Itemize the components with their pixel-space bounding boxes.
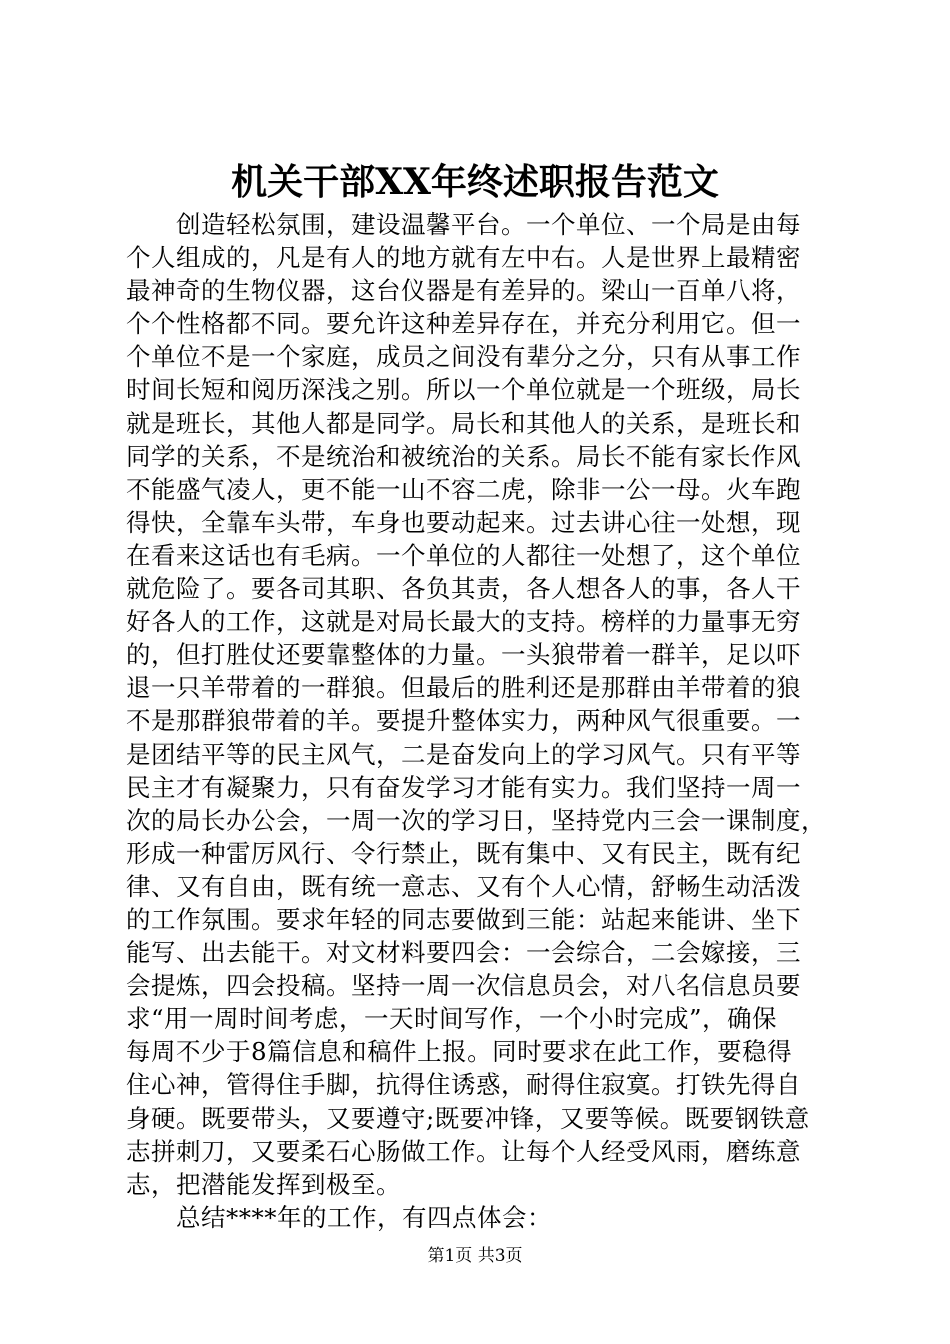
body-line: 每周不少于8篇信息和稿件上报。同时要求在此工作，要稳得	[126, 1037, 793, 1067]
page-footer: 第1页 共3页	[427, 1246, 523, 1266]
body-line: 创造轻松氛围，建设温馨平台。一个单位、一个局是由每	[126, 210, 801, 239]
body-line: 个单位不是一个家庭，成员之间没有辈分之分，只有从事工作	[126, 342, 801, 372]
body-line: 会提炼，四会投稿。坚持一周一次信息员会，对八名信息员要	[126, 971, 801, 1001]
body-line: 得快，全靠车头带，车身也要动起来。过去讲心往一处想，现	[126, 507, 801, 537]
body-line: 的工作氛围。要求年轻的同志要做到三能：站起来能讲、坐下	[126, 904, 801, 934]
body-line: 律、又有自由，既有统一意志、又有个人心情，舒畅生动活泼	[126, 871, 801, 901]
body-line: 住心神，管得住手脚，抗得住诱惑，耐得住寂寞。打铁先得自	[126, 1070, 801, 1100]
body-line: 就是班长，其他人都是同学。局长和其他人的关系，是班长和	[126, 408, 801, 438]
body-line: 形成一种雷厉风行、令行禁止，既有集中、又有民主，既有纪	[126, 838, 801, 868]
document-body	[126, 208, 836, 1234]
body-line: 不是那群狼带着的羊。要提升整体实力，两种风气很重要。一	[126, 706, 801, 736]
body-line: 次的局长办公会，一周一次的学习日，坚持党内三会一课制度，	[126, 805, 826, 835]
body-line: 的，但打胜仗还要靠整体的力量。一头狼带着一群羊，足以吓	[126, 640, 801, 670]
body-line: 时间长短和阅历深浅之别。所以一个单位就是一个班级，局长	[126, 375, 801, 405]
body-line: 志，把潜能发挥到极至。	[126, 1169, 401, 1199]
body-line: 个个性格都不同。要允许这种差异存在，并充分利用它。但一	[126, 309, 801, 339]
document-title: 机关干部XX年终述职报告范文	[231, 161, 719, 203]
body-line: 退一只羊带着的一群狼。但最后的胜利还是那群由羊带着的狼	[126, 673, 801, 703]
body-line: 民主才有凝聚力，只有奋发学习才能有实力。我们坚持一周一	[126, 772, 801, 802]
body-line: 身硬。既要带头，又要遵守;既要冲锋，又要等候。既要钢铁意	[126, 1103, 810, 1133]
body-line: 最神奇的生物仪器，这台仪器是有差异的。梁山一百单八将，	[126, 276, 801, 306]
body-line: 好各人的工作，这就是对局长最大的支持。榜样的力量事无穷	[126, 607, 801, 637]
body-line: 总结****年的工作，有四点体会：	[126, 1202, 552, 1232]
body-line: 个人组成的，凡是有人的地方就有左中右。人是世界上最精密	[126, 243, 801, 273]
body-line: 能写、出去能干。对文材料要四会：一会综合，二会嫁接，三	[126, 938, 801, 968]
body-line: 不能盛气凌人，更不能一山不容二虎，除非一公一母。火车跑	[126, 474, 801, 504]
body-line: 同学的关系，不是统治和被统治的关系。局长不能有家长作风	[126, 441, 801, 471]
body-line: 在看来这话也有毛病。一个单位的人都往一处想了，这个单位	[126, 540, 801, 570]
body-line: 是团结平等的民主风气，二是奋发向上的学习风气。只有平等	[126, 739, 801, 769]
body-line: 求“用一周时间考虑，一天时间写作，一个小时完成”，确保	[126, 1004, 778, 1034]
body-line: 志拼刺刀，又要柔石心肠做工作。让每个人经受风雨，磨练意	[126, 1136, 801, 1166]
body-line: 就危险了。要各司其职、各负其责，各人想各人的事，各人干	[126, 574, 801, 604]
